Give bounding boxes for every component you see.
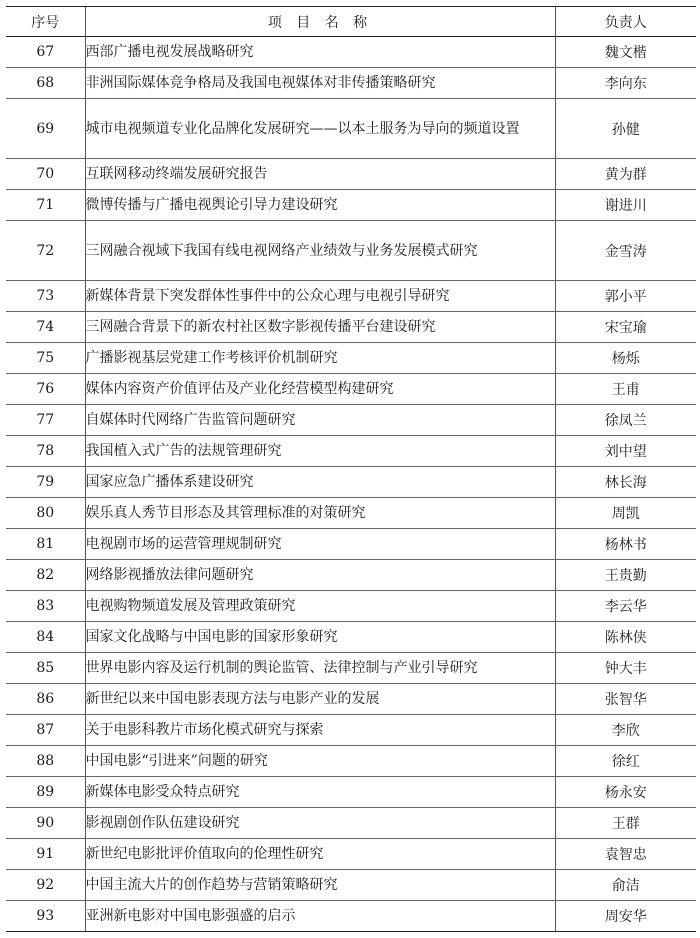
- project-name: 电视剧市场的运营管理规制研究: [85, 529, 555, 560]
- row-number: 88: [6, 746, 85, 777]
- project-owner: 钟大丰: [555, 653, 696, 684]
- project-owner: 杨烁: [555, 343, 696, 374]
- project-owner: 郭小平: [555, 281, 696, 312]
- row-number: 69: [6, 99, 85, 159]
- project-owner: 谢进川: [555, 190, 696, 221]
- project-name: 新媒体背景下突发群体性事件中的公众心理与电视引导研究: [85, 281, 555, 312]
- table-row: [6, 715, 696, 746]
- project-name: 国家文化战略与中国电影的国家形象研究: [85, 622, 555, 653]
- table-row: [6, 190, 696, 221]
- row-number: 67: [6, 37, 85, 68]
- project-owner: 黄为群: [555, 159, 696, 190]
- row-number: 89: [6, 777, 85, 808]
- header-owner: 负责人: [555, 7, 696, 37]
- project-owner: 李云华: [555, 591, 696, 622]
- project-table: [6, 6, 696, 932]
- row-number: 68: [6, 68, 85, 99]
- row-number: 71: [6, 190, 85, 221]
- header-no: 序号: [6, 7, 85, 37]
- project-owner: 宋宝瑜: [555, 312, 696, 343]
- row-number: 90: [6, 808, 85, 839]
- project-owner: 张智华: [555, 684, 696, 715]
- project-owner: 王贵勤: [555, 560, 696, 591]
- project-owner: 周凯: [555, 498, 696, 529]
- project-name: 三网融合背景下的新农村社区数字影视传播平台建设研究: [85, 312, 555, 343]
- table-row: [6, 436, 696, 467]
- project-name: 亚洲新电影对中国电影强盛的启示: [85, 901, 555, 932]
- table-row: [6, 68, 696, 99]
- row-number: 92: [6, 870, 85, 901]
- project-owner: 李欣: [555, 715, 696, 746]
- project-name: 新世纪电影批评价值取向的伦理性研究: [85, 839, 555, 870]
- header-project-name: 项 目 名 称: [85, 7, 555, 37]
- project-name: 城市电视频道专业化品牌化发展研究——以本土服务为导向的频道设置: [85, 99, 555, 159]
- row-number: 75: [6, 343, 85, 374]
- table-row: [6, 777, 696, 808]
- project-name: 世界电影内容及运行机制的舆论监管、法律控制与产业引导研究: [85, 653, 555, 684]
- project-name: 互联网移动终端发展研究报告: [85, 159, 555, 190]
- row-number: 76: [6, 374, 85, 405]
- project-owner: 王群: [555, 808, 696, 839]
- project-owner: 陈林侠: [555, 622, 696, 653]
- project-owner: 孙健: [555, 99, 696, 159]
- row-number: 86: [6, 684, 85, 715]
- table-row: [6, 281, 696, 312]
- project-name: 媒体内容资产价值评估及产业化经营模型构建研究: [85, 374, 555, 405]
- table-row: [6, 467, 696, 498]
- table-row: [6, 405, 696, 436]
- project-name: 关于电影科教片市场化模式研究与探索: [85, 715, 555, 746]
- row-number: 82: [6, 560, 85, 591]
- table-row: [6, 591, 696, 622]
- project-owner: 李向东: [555, 68, 696, 99]
- project-name: 中国主流大片的创作趋势与营销策略研究: [85, 870, 555, 901]
- project-owner: 徐红: [555, 746, 696, 777]
- row-number: 79: [6, 467, 85, 498]
- row-number: 72: [6, 221, 85, 281]
- project-name: 广播影视基层党建工作考核评价机制研究: [85, 343, 555, 374]
- project-name: 娱乐真人秀节目形态及其管理标准的对策研究: [85, 498, 555, 529]
- row-number: 70: [6, 159, 85, 190]
- project-owner: 金雪涛: [555, 221, 696, 281]
- table-row: [6, 99, 696, 159]
- table-row: [6, 529, 696, 560]
- table-row: [6, 560, 696, 591]
- project-name: 影视剧创作队伍建设研究: [85, 808, 555, 839]
- project-name: 非洲国际媒体竞争格局及我国电视媒体对非传播策略研究: [85, 68, 555, 99]
- project-name: 新媒体电影受众特点研究: [85, 777, 555, 808]
- project-owner: 刘中望: [555, 436, 696, 467]
- table-row: [6, 37, 696, 68]
- table-row: [6, 653, 696, 684]
- table-row: [6, 622, 696, 653]
- project-owner: 魏文楷: [555, 37, 696, 68]
- table-row: [6, 746, 696, 777]
- row-number: 73: [6, 281, 85, 312]
- row-number: 80: [6, 498, 85, 529]
- project-owner: 袁智忠: [555, 839, 696, 870]
- project-owner: 王甫: [555, 374, 696, 405]
- row-number: 87: [6, 715, 85, 746]
- row-number: 93: [6, 901, 85, 932]
- table-header-row: [6, 7, 696, 37]
- project-name: 三网融合视域下我国有线电视网络产业绩效与业务发展模式研究: [85, 221, 555, 281]
- table-row: [6, 870, 696, 901]
- table-row: [6, 343, 696, 374]
- table-row: [6, 312, 696, 343]
- row-number: 74: [6, 312, 85, 343]
- row-number: 81: [6, 529, 85, 560]
- project-owner: 周安华: [555, 901, 696, 932]
- project-owner: 俞洁: [555, 870, 696, 901]
- table-row: [6, 901, 696, 932]
- row-number: 78: [6, 436, 85, 467]
- row-number: 91: [6, 839, 85, 870]
- table-row: [6, 374, 696, 405]
- project-name: 自媒体时代网络广告监管问题研究: [85, 405, 555, 436]
- row-number: 83: [6, 591, 85, 622]
- project-name: 微博传播与广播电视舆论引导力建设研究: [85, 190, 555, 221]
- table-row: [6, 839, 696, 870]
- project-owner: 林长海: [555, 467, 696, 498]
- project-name: 电视购物频道发展及管理政策研究: [85, 591, 555, 622]
- project-name: 西部广播电视发展战略研究: [85, 37, 555, 68]
- row-number: 77: [6, 405, 85, 436]
- project-owner: 徐凤兰: [555, 405, 696, 436]
- project-name: 新世纪以来中国电影表现方法与电影产业的发展: [85, 684, 555, 715]
- project-name: 网络影视播放法律问题研究: [85, 560, 555, 591]
- row-number: 85: [6, 653, 85, 684]
- project-name: 我国植入式广告的法规管理研究: [85, 436, 555, 467]
- project-name: 中国电影“引进来”问题的研究: [85, 746, 555, 777]
- table-row: [6, 684, 696, 715]
- table-row: [6, 498, 696, 529]
- row-number: 84: [6, 622, 85, 653]
- table-row: [6, 221, 696, 281]
- table-row: [6, 159, 696, 190]
- project-owner: 杨林书: [555, 529, 696, 560]
- project-name: 国家应急广播体系建设研究: [85, 467, 555, 498]
- project-owner: 杨永安: [555, 777, 696, 808]
- table-row: [6, 808, 696, 839]
